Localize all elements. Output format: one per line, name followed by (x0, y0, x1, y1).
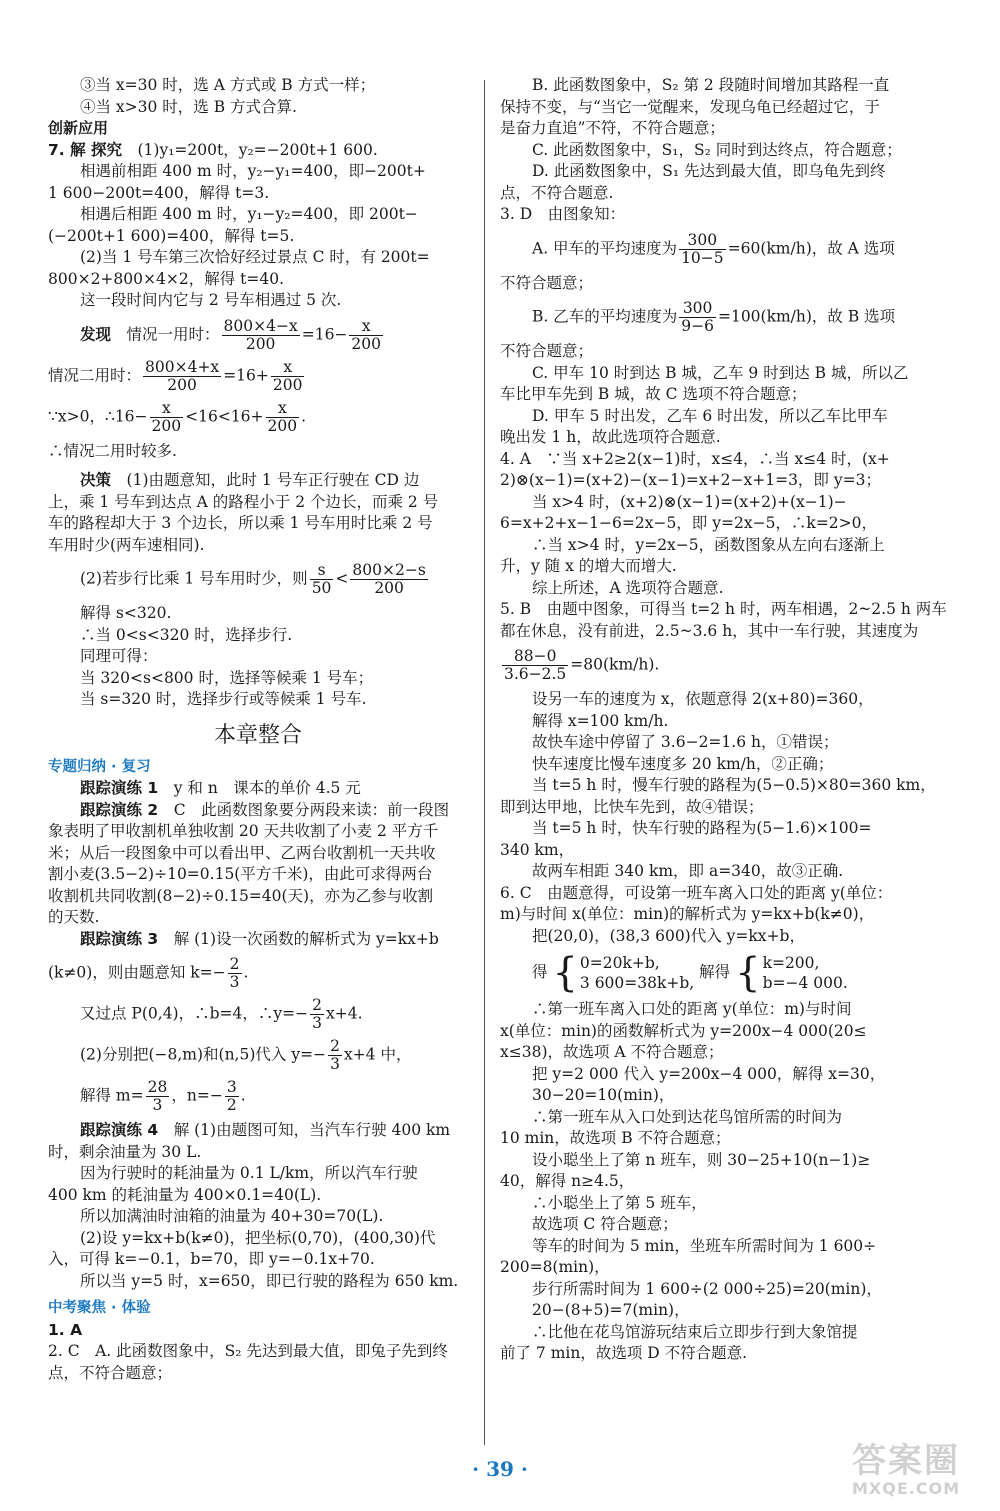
text-line: 所以加满油时油箱的油量为 40+30=70(L). (80, 1207, 384, 1225)
denominator: 50 (311, 579, 332, 597)
equation-system (552, 950, 695, 996)
numerator: x (349, 318, 383, 336)
text: x+4. (325, 1004, 363, 1023)
text-line: 故选项 C 符合题意； (532, 1215, 678, 1233)
fraction (225, 1079, 239, 1114)
answer-line: 5. B 由题中图象，可得当 t=2 h 时，两车相遇，2~2.5 h 两车 (500, 600, 947, 618)
text-line: D. 此函数图象中，S₁ 先达到最大值，即乌龟先到终 (532, 162, 886, 180)
text-line: m)与时间 x(单位：min)的解析式为 y=kx+b(k≠0)， (500, 905, 875, 923)
watermark-text: 答案圈 (852, 1441, 960, 1481)
text-line: 1 600−200t=400，解得 t=3. (48, 183, 270, 202)
text-line: 快车速度比慢车速度多 20 km/h，②正确； (532, 754, 834, 773)
answer-line: 6. C 由题意得，可设第一班车离入口处的距离 y(单位： (500, 883, 893, 902)
text: ∵x>0，∴16− (48, 407, 148, 425)
equation-row: 3 600=38k+b, (579, 974, 695, 992)
text-line: 上，乘 1 号车到达点 A 的路程小于 2 个边长，而乘 2 号 (48, 492, 439, 511)
fraction (350, 562, 427, 597)
denominator: 2 (226, 1096, 237, 1114)
text-line: 400 km 的耗油量为 400×0.1=40(L). (48, 1185, 322, 1204)
text-line: 米；从后一段图象中可以看出甲、乙两台收割机一天共收 (48, 843, 436, 862)
text: =16− (301, 325, 348, 343)
text-line: 晚出发 1 h，故此选项符合题意. (500, 428, 721, 446)
text-line: C. 此函数图象中，S₁，S₂ 同时到达终点，符合题意； (532, 140, 902, 159)
text: B. 乙车的平均速度为 (532, 307, 678, 326)
text-line: 象表明了甲收割机单独收割 20 天共收割了小麦 2 平方千 (48, 822, 439, 840)
text-line: 解得 s<320. (80, 604, 172, 622)
text: < (335, 569, 349, 588)
page-number: · 39 · (472, 1457, 528, 1481)
denominator: 200 (374, 579, 404, 597)
numerator: 800×4+x (145, 357, 220, 376)
text-line: D. 甲车 5 时出发，乙车 6 时出发，所以乙车比甲车 (532, 406, 888, 425)
text-line: (1)y₁=200t，y₂=−200t+1 600. (137, 140, 378, 159)
text-line: ③当 x=30 时，选 A 方式或 B 方式一样； (80, 76, 376, 94)
text-line: B. 此函数图象中，S₂ 第 2 段随时间增加其路程一直 (532, 76, 890, 94)
fraction (271, 359, 305, 394)
find-label: 发现 (80, 325, 112, 343)
formula-line (500, 232, 930, 267)
text-line: 点，不符合题意. (500, 183, 614, 202)
formula-line (500, 648, 930, 683)
text-line: (2)当 1 号车第三次恰好经过景点 C 时，有 200t= (80, 248, 430, 266)
text-line: 设小聪坐上了第 n 班车，则 30−25+10(n−1)≥ (532, 1150, 871, 1169)
numerator: 2 (330, 1037, 340, 1055)
text-line: 车的路程却大于 3 个边长，所以乘 1 号车用时比乘 2 号 (48, 514, 433, 532)
equation-system-line (500, 950, 930, 996)
equation-row: k=200, (762, 954, 820, 972)
text-line: 即到达甲地，比快车先到，故④错误； (500, 797, 764, 816)
text-line: 故两车相距 340 km，即 a=340，故③正确. (532, 862, 844, 880)
denominator: 3 (312, 1014, 322, 1032)
text: ，n=− (171, 1086, 223, 1105)
text-line: 当 320<s<800 时，选择等候乘 1 号车； (80, 668, 374, 687)
formula-line (48, 997, 468, 1032)
text-line: 当 x>4 时，(x+2)⊗(x−1)=(x+2)+(x−1)− (532, 492, 847, 511)
numerator: 2 (229, 955, 240, 973)
numerator: 28 (147, 1078, 168, 1096)
text-line: 把 y=2 000 代入 y=200x−4 000，解得 x=30， (532, 1064, 886, 1083)
text-line: 前了 7 min，故选项 D 不符合题意. (500, 1344, 748, 1362)
denominator: 200 (272, 375, 303, 394)
text-line: 340 km， (500, 840, 575, 859)
text: . (243, 963, 249, 982)
answer-line: 1. A (48, 1320, 83, 1339)
denominator: 10−5 (681, 248, 724, 267)
denominator: 200 (167, 375, 197, 394)
numerator: x (150, 400, 184, 418)
text: x+4 中， (343, 1045, 412, 1064)
text-line: y 和 n 课本的单价 4.5 元 (173, 779, 361, 797)
section-heading-topic-review: 专题归纳 · 复习 (48, 758, 151, 775)
numerator: x (271, 359, 305, 377)
text: =80(km/h). (570, 655, 660, 674)
fraction (150, 400, 184, 435)
text-line: x≤38)，故选项 A 不符合题意； (500, 1043, 724, 1061)
text-line: 6=x+2+x−1−6=2x−5，即 y=2x−5，∴k=2>0， (500, 514, 878, 532)
brace-glyph: { (552, 950, 578, 996)
right-column (500, 75, 947, 1365)
text-line: 车用时少(两车速相同). (48, 535, 205, 554)
question-label: 7. 解 探究 (48, 140, 122, 159)
text-line: 200=8(min)， (500, 1258, 610, 1276)
denominator: 200 (151, 416, 182, 435)
fraction (349, 318, 383, 353)
numerator: 300 (679, 300, 716, 318)
text-line: C. 甲车 10 时到达 B 城，乙车 9 时到达 B 城，所以乙 (532, 363, 909, 382)
text-line: 当 t=5 h 时，慢车行驶的路程为(5−0.5)×80=360 km， (532, 776, 936, 794)
text-line: 故快车途中停留了 3.6−2=1.6 h，①错误； (532, 733, 839, 751)
text-line: 时，剩余油量为 30 L. (48, 1142, 202, 1161)
text-line: 2)⊗(x−1)=(x+2)−(x−1)=x+2−x+1=3，即 y=3； (500, 471, 881, 489)
text-line: 10 min，故选项 B 不符合题意； (500, 1129, 731, 1147)
text: 得 (532, 963, 548, 981)
numerator: 300 (679, 232, 726, 250)
text-line: 步行所需时间为 1 600÷(2 000÷25)=20(min)， (532, 1279, 882, 1298)
text-line: (−200t+1 600)=400，解得 t=5. (48, 226, 295, 245)
text-line: 800×2+800×4×2，解得 t=40. (48, 269, 284, 288)
text: <16<16+ (185, 407, 264, 425)
text-line: 割小麦(3.5−2)÷10=0.15(平方千米)，由此可求得两台 (48, 865, 433, 883)
fraction (310, 997, 324, 1032)
text-line: 当 s=320 时，选择步行或等候乘 1 号车. (80, 690, 367, 708)
text-line: 解得 x=100 km/h. (532, 711, 669, 730)
text-line: 因为行驶时的耗油量为 0.1 L/km，所以汽车行驶 (80, 1164, 418, 1182)
text-line: ∴当 0<s<320 时，选择步行. (80, 625, 293, 644)
denominator: 200 (351, 334, 382, 353)
numerator: 800×4−x (223, 316, 298, 335)
denominator: 3 (229, 973, 240, 991)
fraction (146, 1079, 170, 1114)
text: 情况二用时： (48, 366, 142, 384)
fraction (328, 1038, 342, 1073)
answer-line: 3. D 由图象知： (500, 205, 626, 223)
numerator: x (266, 400, 300, 418)
practice-label: 跟踪演练 4 (80, 1121, 159, 1139)
denominator: 3 (330, 1055, 340, 1073)
text-line: 点，不符合题意； (48, 1363, 173, 1382)
fraction (143, 359, 221, 394)
text-line: 综上所述，A 选项符合题意. (532, 578, 724, 597)
practice-label: 跟踪演练 2 (80, 800, 159, 819)
text: 情况一用时： (126, 325, 220, 343)
section-heading-exam-focus: 中考聚焦 · 体验 (48, 1300, 151, 1316)
denominator: 200 (267, 416, 298, 435)
text: A. 甲车的平均速度为 (532, 239, 678, 257)
formula-line (48, 1079, 468, 1114)
fraction (228, 956, 242, 991)
denominator: 3.6−2.5 (504, 665, 567, 683)
text-line: ∴第一班车离入口处的距离 y(单位：m)与时间 (532, 1000, 852, 1018)
text: =100(km/h)，故 B 选项 (717, 307, 896, 326)
text: (k≠0)，则由题意知 k=− (48, 963, 226, 982)
text-line: 车比甲车先到 B 城，故 C 选项不符合题意； (500, 385, 807, 403)
text-line: ∴小聪坐上了第 5 班车， (532, 1193, 707, 1212)
text: (2)若步行比乘 1 号车用时少，则 (80, 569, 308, 588)
denominator: 200 (245, 334, 276, 353)
fraction (679, 232, 726, 267)
text-line: ∴比他在花鸟馆游玩结束后立即步行到大象馆提 (532, 1322, 858, 1341)
formula-line (48, 318, 468, 353)
text-line: 这一段时间内它与 2 号车相遇过 5 次. (80, 291, 342, 309)
brace-glyph: { (735, 950, 761, 996)
text-line: 的天数. (48, 908, 100, 926)
text-line: 设另一车的速度为 x，依题意得 2(x+80)=360， (532, 690, 874, 708)
text-line: (1)由题意知，此时 1 号车正行驶在 CD 边 (126, 471, 420, 489)
text-line: 保持不变，与“当它一觉醒来，发现乌龟已经超过它，于 (500, 97, 880, 116)
section-heading-innovation: 创新应用 (48, 119, 109, 137)
numerator: s (310, 562, 334, 580)
text-line: 把(20,0)，(38,3 600)代入 y=kx+b， (532, 926, 805, 945)
text-line: 当 t=5 h 时，快车行驶的路程为(5−1.6)×100= (532, 819, 872, 837)
numerator: 88−0 (502, 648, 568, 666)
formula-line (500, 300, 930, 335)
text-line: 升，y 随 x 的增大而增大. (500, 557, 677, 575)
answer-line: 4. A ∵当 x+2≥2(x−1)时，x≤4，∴当 x≤4 时，(x+ (500, 449, 890, 468)
formula-line (48, 562, 468, 597)
column-divider (484, 80, 485, 1445)
text-line: (2)设 y=kx+b(k≠0)，把坐标(0,70)，(400,30)代 (80, 1228, 436, 1247)
formula-line (48, 956, 468, 991)
text-line: ④当 x>30 时，选 B 方式合算. (80, 97, 297, 116)
decision-label: 决策 (80, 471, 112, 489)
text-line: 收割机共同收割(8−2)÷0.15=40(天)，亦为乙参与收割 (48, 886, 434, 905)
text-line: 不符合题意； (500, 342, 594, 360)
text-line: 是奋力直追”不符，不符合题意； (500, 119, 725, 137)
text: =60(km/h)，故 A 选项 (727, 239, 895, 257)
numerator: 2 (312, 996, 322, 1014)
text-line: 解 (1)设一次函数的解析式为 y=kx+b (173, 929, 439, 948)
fraction (679, 300, 716, 335)
page-number-value: 39 (486, 1457, 514, 1481)
denominator: 3 (152, 1096, 163, 1114)
text: 解得 m= (80, 1086, 144, 1105)
equation-row: b=−4 000. (762, 974, 848, 992)
formula-line (48, 359, 468, 394)
left-column (48, 75, 468, 1384)
text-line: 同理可得： (80, 647, 158, 665)
text-line: 都在休息，没有前进，2.5~3.6 h，其中一车行驶，其速度为 (500, 621, 919, 640)
fraction (266, 400, 300, 435)
text-line: 40，解得 n≥4.5， (500, 1172, 635, 1190)
text-line: 20−(8+5)=7(min)， (532, 1301, 690, 1319)
text-line: 不符合题意； (500, 273, 594, 292)
text-line: 所以当 y=5 时，x=650，即已行驶的路程为 650 km. (80, 1271, 459, 1290)
fraction (222, 318, 300, 353)
text-line: 解 (1)由题图可知，当汽车行驶 400 km (173, 1121, 451, 1139)
numerator: 800×2−s (352, 561, 426, 579)
text-line: 2. C A. 此函数图象中，S₂ 先达到最大值，即兔子先到终 (48, 1342, 448, 1360)
chapter-title: 本章整合 (213, 722, 302, 748)
denominator: 9−6 (681, 317, 714, 335)
fraction (502, 648, 568, 683)
text: =16+ (223, 366, 269, 384)
equation-system (735, 950, 848, 996)
text-line: C 此函数图象要分两段来读：前一段图 (173, 800, 450, 819)
text: (2)分别把(−8,m)和(n,5)代入 y=− (80, 1045, 327, 1064)
text-line: ∴第一班车从入口处到达花鸟馆所需的时间为 (532, 1107, 843, 1126)
formula-line (48, 1038, 468, 1073)
text: . (240, 1086, 246, 1105)
watermark-site: MXQE.COM (852, 1479, 961, 1498)
text-line: 入，可得 k=−0.1，b=70，即 y=−0.1x+70. (48, 1250, 375, 1268)
text-line: 相遇前相距 400 m 时，y₂−y₁=400，即−200t+ (80, 162, 426, 180)
text-line: x(单位：min)的函数解析式为 y=200x−4 000(20≤ (500, 1021, 867, 1040)
practice-label: 跟踪演练 1 (80, 779, 159, 797)
text-line: 等车的时间为 5 min，坐班车所需时间为 1 600÷ (532, 1236, 877, 1255)
equation-row: 0=20k+b, (579, 954, 660, 972)
fraction (310, 562, 334, 597)
text: 又过点 P(0,4)，∴b=4，∴y=− (80, 1004, 309, 1023)
text-line: ∴情况二用时较多. (48, 441, 177, 460)
numerator: 3 (226, 1078, 237, 1096)
text: . (301, 407, 307, 425)
formula-line (48, 400, 468, 435)
text-line: 相遇后相距 400 m 时，y₁−y₂=400，即 200t− (80, 205, 418, 223)
text-line: ∴当 x>4 时，y=2x−5，函数图象从左向右逐渐上 (532, 535, 885, 554)
practice-label: 跟踪演练 3 (80, 929, 159, 948)
text: 解得 (699, 963, 731, 981)
answer-watermark-logo (852, 1442, 982, 1502)
text-line: 30−20=10(min)， (532, 1086, 675, 1104)
